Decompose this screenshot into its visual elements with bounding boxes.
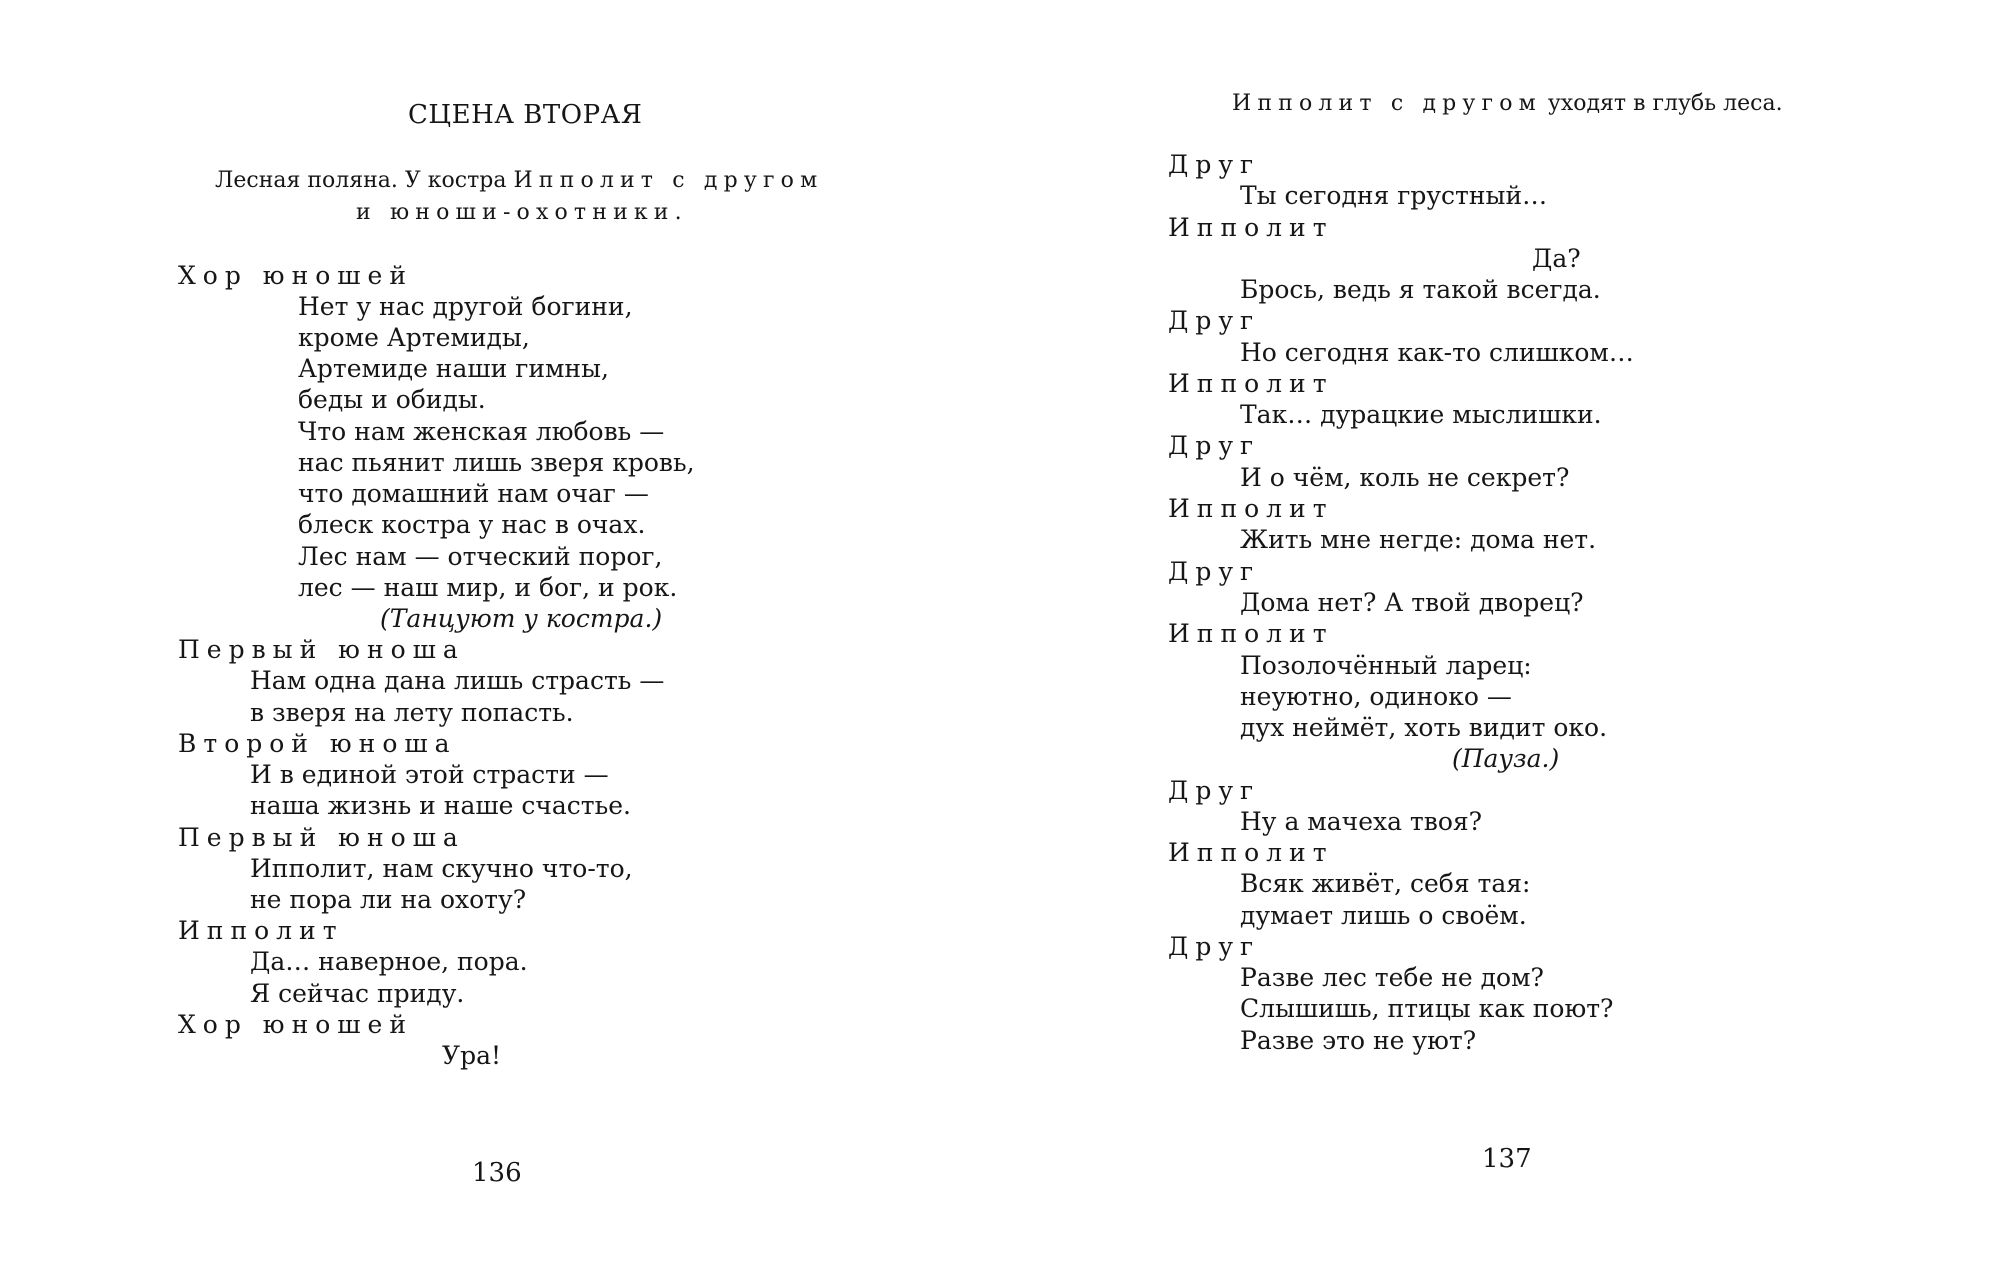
stage-direction	[1232, 88, 1783, 120]
verse-line: Всяк живёт, себя тая:	[1240, 869, 1531, 898]
verse-line: Так… дурацкие мыслишки.	[1240, 400, 1602, 429]
speaker-name: Ипполит	[1168, 838, 1334, 867]
verse-line: Ипполит, нам скучно что-то,	[250, 854, 633, 883]
speaker-name: Первый юноша	[178, 823, 465, 852]
verse-line: Ты сегодня грустный…	[1240, 181, 1548, 210]
verse-line: Да?	[1532, 244, 1581, 273]
stage-direction-names: Ипполит с другом	[513, 168, 824, 193]
speaker-name: Друг	[1168, 306, 1261, 335]
verse-line: дух неймёт, хоть видит око.	[1240, 713, 1608, 742]
speaker-name: Первый юноша	[178, 635, 465, 664]
speaker-name: Ипполит	[1168, 369, 1334, 398]
speaker-name: Хор юношей	[178, 1010, 413, 1039]
verse-line: Слышишь, птицы как поют?	[1240, 994, 1614, 1023]
verse-line: Позолочённый ларец:	[1240, 651, 1532, 680]
verse-line: Нам одна дана лишь страсть —	[250, 666, 665, 695]
speaker-name: Друг	[1168, 150, 1261, 179]
verse-line: наша жизнь и наше счастье.	[250, 791, 631, 820]
verse-line: блеск костра у нас в очах.	[298, 510, 646, 539]
verse-line: Артемиде наши гимны,	[298, 354, 609, 383]
verse-line: думает лишь о своём.	[1240, 901, 1527, 930]
speaker-name: Друг	[1168, 932, 1261, 961]
speaker-name: Хор юношей	[178, 261, 413, 290]
stage-remark: (Танцуют у костра.)	[380, 604, 663, 633]
scene-title: СЦЕНА ВТОРАЯ	[408, 100, 643, 130]
verse-line: Разве лес тебе не дом?	[1240, 963, 1544, 992]
page-number: 137	[1482, 1144, 1532, 1174]
right-page	[1000, 0, 2000, 1261]
verse-line: Я сейчас приду.	[250, 979, 465, 1008]
stage-direction	[215, 165, 823, 197]
stage-direction-text: Лесная поляна. У костра	[215, 168, 514, 193]
verse-line: в зверя на лету попасть.	[250, 698, 574, 727]
verse-line: Жить мне негде: дома нет.	[1240, 525, 1597, 554]
speaker-name: Второй юноша	[178, 729, 457, 758]
verse-line: не пора ли на охоту?	[250, 885, 527, 914]
verse-line: Брось, ведь я такой всегда.	[1240, 275, 1601, 304]
stage-direction-text: уходят в глубь леса.	[1547, 91, 1783, 116]
verse-line: Лес нам — отческий порог,	[298, 542, 663, 571]
verse-line: нас пьянит лишь зверя кровь,	[298, 448, 695, 477]
verse-line: Ура!	[442, 1041, 502, 1070]
verse-line: что домашний нам очаг —	[298, 479, 649, 508]
speaker-name: Друг	[1168, 776, 1261, 805]
verse-line: Нет у нас другой богини,	[298, 292, 633, 321]
verse-line: Что нам женская любовь —	[298, 417, 665, 446]
page-number: 136	[472, 1158, 522, 1188]
verse-line: И в единой этой страсти —	[250, 760, 609, 789]
verse-line: Разве это не уют?	[1240, 1026, 1477, 1055]
verse-line: неуютно, одиноко —	[1240, 682, 1512, 711]
verse-line: И о чём, коль не секрет?	[1240, 463, 1570, 492]
verse-line: лес — наш мир, и бог, и рок.	[298, 573, 678, 602]
speaker-name: Друг	[1168, 431, 1261, 460]
verse-line: Ну а мачеха твоя?	[1240, 807, 1483, 836]
speaker-name: Ипполит	[1168, 213, 1334, 242]
stage-direction-line2: и юноши-охотники.	[356, 200, 688, 225]
stage-remark: (Пауза.)	[1452, 744, 1560, 773]
verse-line: Да… наверное, пора.	[250, 947, 528, 976]
speaker-name: Ипполит	[1168, 494, 1334, 523]
verse-line: Дома нет? А твой дворец?	[1240, 588, 1584, 617]
speaker-name: Ипполит	[1168, 619, 1334, 648]
verse-line: кроме Артемиды,	[298, 323, 530, 352]
speaker-name: Друг	[1168, 557, 1261, 586]
stage-direction-names: Ипполит с другом	[1232, 91, 1542, 116]
speaker-name: Ипполит	[178, 916, 344, 945]
verse-line: беды и обиды.	[298, 385, 486, 414]
verse-line: Но сегодня как-то слишком…	[1240, 338, 1634, 367]
